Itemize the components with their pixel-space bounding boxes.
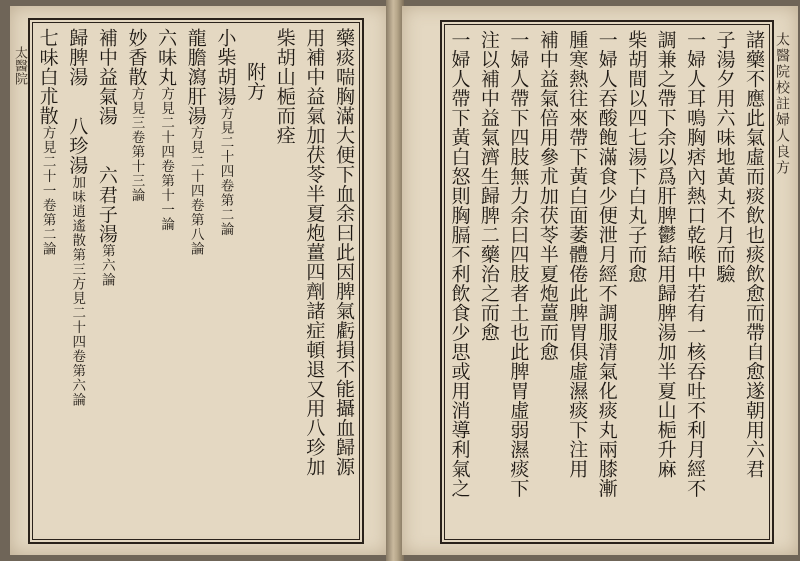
formula-entry (155, 28, 179, 534)
text-column: 諸藥不應此氣虛而痰飲也痰飲愈而帶自愈遂朝用六君 (743, 30, 765, 479)
left-page-frame (28, 18, 364, 544)
left-edge-label: 太醫院 (12, 46, 27, 85)
text-column: 用補中益氣加茯苓半夏炮薑四劑諸症頓退又用八珍加 (303, 28, 326, 477)
margin-title: 太醫院校註婦人良方 (774, 32, 790, 176)
text-column: 注以補中益氣濟生歸脾二藥治之而愈 (477, 30, 500, 342)
formula-name: 八珍湯 (66, 116, 89, 175)
formula-name: 小柴胡湯 (214, 28, 237, 106)
formula-entry (125, 28, 149, 534)
text-column: 藥痰喘胸滿大便下血余曰此因脾氣虧損不能攝血歸源 (333, 28, 355, 477)
text-column: 柴胡間以四七湯下白丸子而愈 (625, 30, 648, 284)
left-page (10, 6, 388, 555)
formula-name: 七味白朮散 (36, 28, 59, 126)
paired-formula-entry (36, 28, 60, 534)
text-column: 一婦人吞酸飽滿食少便泄月經不調服清氣化痰丸兩膝漸 (595, 30, 618, 498)
formula-name: 六味丸 (155, 28, 178, 87)
left-page-text (36, 28, 356, 534)
formula-name: 妙香散 (125, 28, 148, 87)
right-page-text (448, 30, 766, 534)
text-column: 補中益氣倍用參朮加茯苓半夏炮薑而愈 (536, 30, 559, 362)
right-page (402, 6, 798, 555)
formula-ref: 第六論 (98, 243, 115, 287)
text-column: 一婦人耳鳴胸痞內熱口乾喉中若有一核吞吐不利月經不 (684, 30, 707, 498)
formula-ref: 方見三卷第十三論 (128, 86, 145, 203)
appendix-heading: 附方 (244, 62, 267, 101)
text-column: 子湯夕用六味地黃丸不月而驗 (713, 30, 736, 284)
formula-name: 六君子湯 (95, 165, 118, 244)
formula-ref: 方見二十一卷第二論 (39, 125, 56, 256)
formula-name: 歸脾湯 (66, 28, 89, 87)
formula-entry (184, 28, 208, 534)
formula-ref: 方見二十四卷第十一論 (158, 86, 175, 232)
text-column: 調兼之帶下余以爲肝脾鬱結用歸脾湯加半夏山梔升麻 (654, 30, 677, 479)
formula-ref: 加味逍遙散第三方見二十四卷第六論 (69, 175, 86, 407)
formula-ref: 方見二十四卷第八論 (187, 125, 204, 256)
text-column: 一婦人帶下四肢無力余曰四肢者土也此脾胃虛弱濕痰下 (507, 30, 530, 498)
right-page-frame (440, 20, 774, 544)
paired-formula-entry (66, 28, 90, 534)
text-column: 柴胡山梔而痊 (273, 28, 296, 145)
text-column: 腫寒熱往來帶下黃白面萎體倦此脾胃俱虛濕痰下注用 (566, 30, 589, 479)
formula-name: 龍膽瀉肝湯 (184, 28, 207, 126)
formula-ref: 方見二十四卷第二論 (217, 106, 234, 237)
text-column: 一婦人帶下黃白怒則胸膈不利飲食少思或用消導利氣之 (448, 30, 471, 498)
formula-entry (214, 28, 238, 534)
formula-name: 補中益氣湯 (95, 28, 118, 126)
paired-formula-entry (95, 28, 119, 534)
